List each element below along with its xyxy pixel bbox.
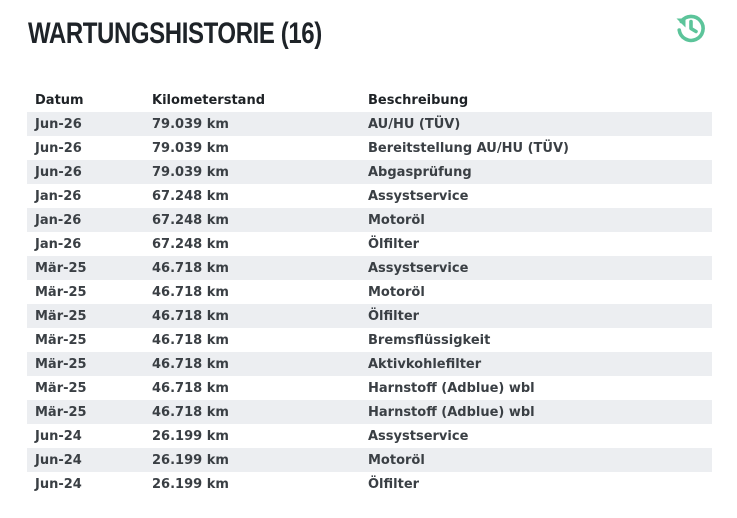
cell-date: Mär-25 (35, 380, 87, 396)
cell-description: Motoröl (360, 208, 712, 232)
table-row (27, 448, 712, 472)
table-row (27, 160, 712, 184)
cell-description: Harnstoff (Adblue) wbl (360, 400, 712, 424)
table-row (27, 184, 712, 208)
table-row (27, 304, 712, 328)
table-row (27, 424, 712, 448)
column-header-description: Beschreibung (368, 92, 469, 108)
table-row (27, 112, 712, 136)
cell-date: Mär-25 (27, 400, 144, 424)
cell-description: Bremsflüssigkeit (368, 332, 491, 348)
cell-mileage: 46.718 km (144, 304, 360, 328)
cell-description: Abgasprüfung (360, 160, 712, 184)
cell-mileage: 26.199 km (152, 476, 229, 492)
history-icon (674, 11, 708, 45)
cell-mileage: 79.039 km (144, 112, 360, 136)
cell-date: Jun-26 (35, 140, 82, 156)
cell-date: Jun-26 (27, 112, 144, 136)
cell-date: Mär-25 (35, 332, 87, 348)
table-row (27, 352, 712, 376)
cell-date: Mär-25 (27, 352, 144, 376)
cell-description: Assystservice (368, 428, 469, 444)
cell-date: Mär-25 (35, 284, 87, 300)
maintenance-table (27, 88, 712, 496)
cell-description: Assystservice (360, 256, 712, 280)
cell-mileage: 26.199 km (152, 428, 229, 444)
cell-mileage: 26.199 km (144, 448, 360, 472)
cell-date: Jan-26 (27, 208, 144, 232)
cell-date: Jun-24 (27, 448, 144, 472)
cell-mileage: 79.039 km (152, 140, 229, 156)
column-header-date: Datum (35, 92, 84, 108)
table-row (27, 376, 712, 400)
cell-mileage: 67.248 km (152, 188, 229, 204)
cell-mileage: 46.718 km (152, 332, 229, 348)
cell-mileage: 46.718 km (152, 284, 229, 300)
cell-description: Assystservice (368, 188, 469, 204)
cell-mileage: 67.248 km (144, 208, 360, 232)
cell-date: Jun-26 (27, 160, 144, 184)
table-row (27, 208, 712, 232)
cell-date: Jan-26 (35, 188, 82, 204)
cell-description: Motoröl (360, 448, 712, 472)
cell-description: Harnstoff (Adblue) wbl (368, 380, 535, 396)
cell-date: Jun-24 (35, 476, 82, 492)
cell-mileage: 46.718 km (144, 352, 360, 376)
table-row (27, 136, 712, 160)
cell-date: Jan-26 (35, 236, 82, 252)
cell-date: Jun-24 (35, 428, 82, 444)
table-row (27, 256, 712, 280)
cell-description: Motoröl (368, 284, 425, 300)
cell-description: AU/HU (TÜV) (360, 112, 712, 136)
cell-mileage: 67.248 km (152, 236, 229, 252)
cell-mileage: 46.718 km (144, 400, 360, 424)
history-button[interactable] (673, 10, 709, 46)
cell-mileage: 79.039 km (144, 160, 360, 184)
cell-description: Bereitstellung AU/HU (TÜV) (368, 140, 569, 156)
cell-mileage: 46.718 km (144, 256, 360, 280)
cell-description: Ölfilter (360, 304, 712, 328)
cell-mileage: 46.718 km (152, 380, 229, 396)
table-row (27, 472, 712, 496)
cell-date: Mär-25 (27, 304, 144, 328)
cell-description: Aktivkohlefilter (360, 352, 712, 376)
cell-description: Ölfilter (368, 476, 420, 492)
table-row (27, 280, 712, 304)
table-row (27, 328, 712, 352)
cell-description: Ölfilter (368, 236, 420, 252)
table-header-row (27, 88, 712, 112)
table-row (27, 232, 712, 256)
cell-date: Mär-25 (27, 256, 144, 280)
page-title: WARTUNGSHISTORIE (16) (28, 17, 322, 50)
column-header-mileage: Kilometerstand (152, 92, 266, 108)
table-row (27, 400, 712, 424)
